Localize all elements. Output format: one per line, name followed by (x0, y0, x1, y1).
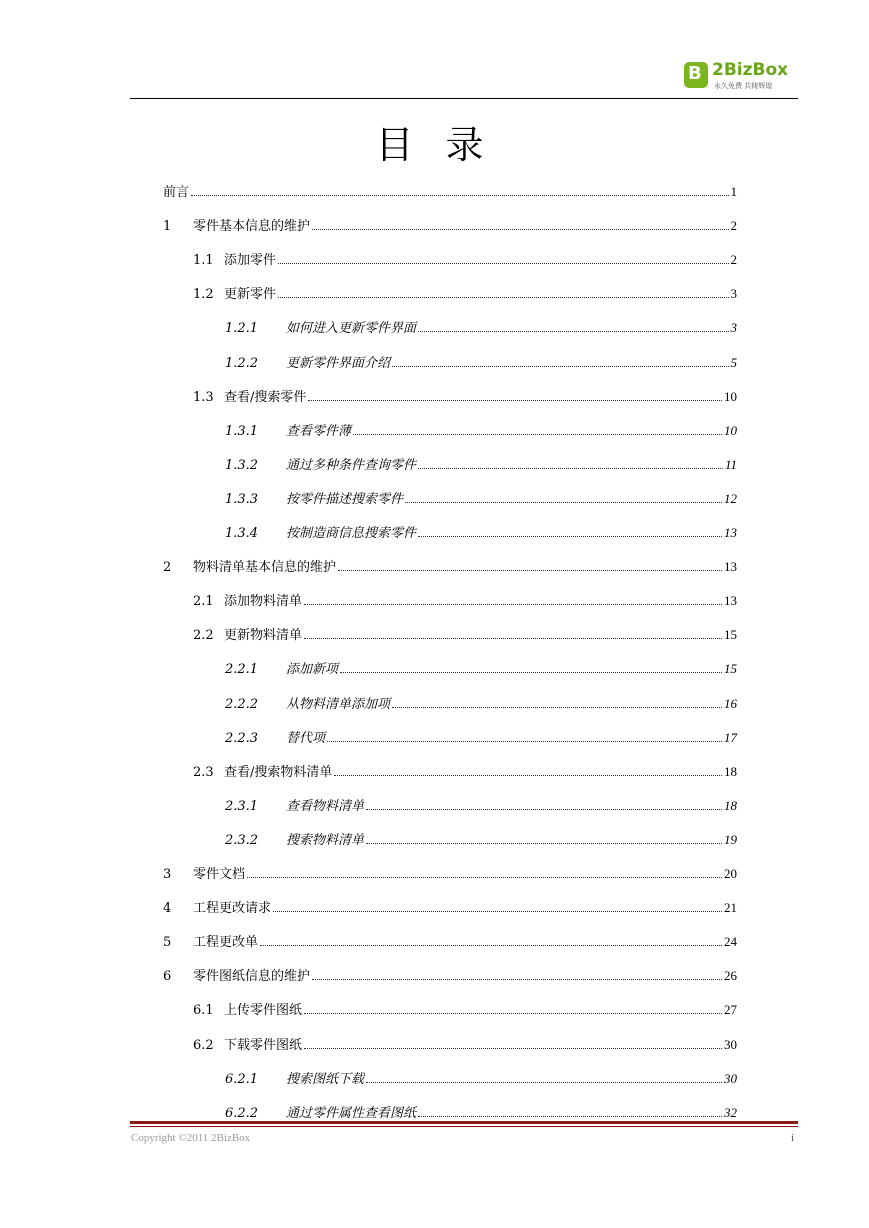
toc-entry-label: 通过零件属性查看图纸 (286, 1105, 417, 1121)
toc-dot-leader (327, 731, 722, 742)
toc-entry[interactable] (193, 624, 737, 644)
toc-entry[interactable] (225, 488, 737, 508)
toc-dot-leader (340, 662, 722, 673)
toc-dot-leader (304, 594, 722, 605)
toc-entry-number: 1 (163, 219, 172, 235)
toc-entry-page: 18 (724, 797, 737, 813)
footer-copyright: Copyright ©2011 2BizBox (131, 1132, 251, 1144)
footer-page-number: i (791, 1132, 795, 1144)
toc-dot-leader (392, 697, 722, 708)
toc-entry-page: 11 (724, 456, 737, 472)
toc-entry-label: 从物料清单添加项 (286, 696, 391, 712)
toc-entry-number: 3 (163, 867, 172, 882)
toc-entry-number: 6.2.2 (225, 1105, 259, 1121)
toc-entry-page: 15 (724, 627, 737, 643)
toc-entry-number: 2.2.2 (225, 696, 259, 712)
toc-entry-page: 13 (724, 593, 737, 609)
toc-dot-leader (418, 526, 722, 537)
toc-dot-leader (353, 424, 722, 435)
toc-entry[interactable] (225, 795, 737, 815)
toc-entry[interactable] (163, 965, 737, 985)
toc-entry-page: 17 (724, 729, 737, 745)
toc-entry-label: 搜索物料清单 (286, 832, 365, 848)
toc-entry-number: 6.2.1 (225, 1071, 259, 1087)
header-divider (130, 98, 798, 99)
toc-dot-leader (273, 901, 722, 912)
toc-entry-number: 2.3.2 (225, 832, 259, 848)
toc-entry-number: 6.2 (193, 1037, 214, 1053)
toc-entry-label: 查看物料清单 (286, 798, 365, 814)
toc-dot-leader (191, 185, 728, 196)
page-title: 目 录 (375, 123, 494, 167)
toc-dot-leader (278, 287, 728, 298)
toc-entry[interactable] (193, 283, 737, 303)
toc-dot-leader (405, 492, 722, 503)
toc-entry-number: 1.2.1 (225, 321, 259, 337)
toc-entry-number: 1.3.2 (225, 457, 259, 473)
toc-entry[interactable] (225, 317, 737, 337)
toc-entry-label: 下载零件图纸 (224, 1037, 303, 1053)
toc-entry-number: 2.1 (193, 594, 214, 610)
toc-entry-label: 物料清单基本信息的维护 (193, 560, 337, 576)
toc-entry-label: 上传零件图纸 (224, 1003, 303, 1019)
toc-dot-leader (366, 799, 722, 810)
toc-entry-page: 20 (724, 866, 737, 881)
toc-dot-leader (260, 935, 722, 946)
toc-entry-page: 10 (724, 388, 737, 404)
toc-entry-page: 30 (724, 1036, 737, 1052)
logo-name: 2BizBox (712, 60, 789, 80)
toc-entry-label: 如何进入更新零件界面 (286, 321, 417, 337)
toc-entry-number: 2.2.3 (225, 730, 259, 746)
toc-dot-leader (418, 321, 728, 332)
toc-entry[interactable] (163, 897, 737, 917)
toc-entry[interactable] (225, 352, 737, 372)
toc-entry-page: 26 (724, 968, 737, 984)
toc-entry-label: 查看零件薄 (286, 423, 352, 439)
footer-divider-thick (130, 1121, 798, 1124)
toc-entry[interactable] (163, 863, 737, 883)
toc-entry-number: 6 (163, 969, 172, 985)
logo-tagline: 永久免费 共铸辉煌 (714, 82, 773, 90)
toc-entry-page: 2 (730, 252, 737, 268)
toc-entry-label: 前言 (163, 185, 190, 200)
toc-entry-page: 18 (724, 763, 737, 779)
toc-entry[interactable] (225, 420, 737, 440)
toc-entry-page: 13 (724, 559, 737, 575)
toc-entry-number: 1.3 (193, 389, 214, 405)
toc-entry-page: 16 (724, 695, 737, 711)
toc-entry-number: 1.1 (193, 253, 214, 269)
toc-entry[interactable] (225, 693, 737, 713)
toc-entry-label: 零件文档 (193, 867, 246, 882)
toc-entry[interactable] (193, 999, 737, 1019)
toc-entry-number: 1.3.4 (225, 526, 259, 541)
toc-entry[interactable] (163, 931, 737, 951)
toc-entry-number: 1.2.2 (225, 355, 259, 371)
toc-entry[interactable] (163, 181, 737, 201)
toc-entry[interactable] (225, 727, 737, 747)
toc-entry-page: 24 (724, 934, 737, 950)
toc-dot-leader (334, 765, 722, 776)
toc-entry[interactable] (225, 1068, 737, 1088)
toc-entry-page: 21 (724, 900, 737, 916)
toc-dot-leader (392, 356, 728, 367)
toc-entry-label: 零件图纸信息的维护 (193, 969, 311, 985)
toc-entry[interactable] (193, 386, 737, 406)
toc-entry-page: 1 (730, 184, 737, 199)
toc-entry-page: 13 (724, 525, 737, 540)
toc-dot-leader (304, 1003, 722, 1014)
toc-entry-page: 27 (724, 1002, 737, 1018)
toc-entry[interactable] (193, 249, 737, 269)
toc-dot-leader (418, 458, 723, 469)
toc-entry-number: 6.1 (193, 1003, 214, 1019)
toc-entry-number: 2.3 (193, 764, 214, 780)
toc-entry-number: 1.3.1 (225, 423, 259, 439)
toc-entry[interactable] (193, 590, 737, 610)
toc-entry-label: 查看/搜索物料清单 (224, 764, 333, 780)
logo-mark-icon: B (684, 62, 708, 88)
toc-dot-leader (247, 867, 722, 878)
toc-entry-number: 2.2 (193, 628, 214, 644)
toc-entry[interactable] (225, 454, 737, 474)
toc-entry-label: 更新零件界面介绍 (286, 355, 391, 371)
toc-entry-number: 4 (163, 901, 172, 917)
toc-entry-number: 2.3.1 (225, 798, 259, 814)
toc-dot-leader (312, 219, 728, 230)
toc-entry-page: 19 (724, 831, 737, 847)
toc-entry-label: 按零件描述搜索零件 (286, 491, 404, 507)
toc-entry-label: 更新零件 (224, 287, 277, 303)
toc-entry-label: 添加新项 (286, 662, 339, 678)
toc-entry-number: 2 (163, 560, 172, 576)
toc-entry-label: 通过多种条件查询零件 (286, 457, 417, 473)
toc-entry-label: 搜索图纸下载 (286, 1071, 365, 1087)
toc-entry-label: 工程更改请求 (193, 901, 272, 917)
toc-entry-label: 按制造商信息搜索零件 (286, 526, 417, 541)
toc-entry-page: 3 (730, 320, 737, 336)
toc-entry-number: 1.2 (193, 287, 214, 303)
toc-entry-label: 更新物料清单 (224, 628, 303, 644)
footer-divider-thin (130, 1126, 798, 1127)
toc-entry-page: 30 (724, 1070, 737, 1086)
toc-entry-page: 10 (724, 422, 737, 438)
toc-dot-leader (366, 1072, 722, 1083)
toc-entry-page: 32 (724, 1104, 737, 1120)
toc-entry-label: 替代项 (286, 730, 326, 746)
toc-entry-page: 5 (730, 354, 737, 370)
toc-dot-leader (278, 253, 728, 264)
toc-entry-label: 添加零件 (224, 253, 277, 269)
toc-dot-leader (418, 1106, 722, 1117)
toc-entry-label: 查看/搜索零件 (224, 389, 307, 405)
toc-dot-leader (308, 390, 722, 401)
toc-entry-page: 15 (724, 661, 737, 677)
toc-entry[interactable] (193, 1034, 737, 1054)
toc-entry[interactable] (225, 1102, 737, 1122)
brand-logo (684, 60, 800, 92)
toc-entry-page: 2 (730, 218, 737, 234)
toc-entry-page: 12 (724, 490, 737, 506)
toc-dot-leader (366, 833, 722, 844)
toc-entry-label: 工程更改单 (193, 935, 259, 951)
toc-entry[interactable] (225, 522, 737, 542)
toc-entry[interactable] (193, 761, 737, 781)
toc-entry[interactable] (163, 556, 737, 576)
toc-entry[interactable] (163, 215, 737, 235)
toc-entry[interactable] (225, 829, 737, 849)
toc-entry-number: 2.2.1 (225, 662, 259, 678)
toc-entry-label: 零件基本信息的维护 (193, 219, 311, 235)
toc-entry-label: 添加物料清单 (224, 594, 303, 610)
toc-dot-leader (338, 560, 722, 571)
toc-entry-number: 1.3.3 (225, 491, 259, 507)
toc-entry-page: 3 (730, 286, 737, 302)
toc-entry[interactable] (225, 658, 737, 678)
toc-dot-leader (304, 628, 722, 639)
toc-dot-leader (312, 969, 722, 980)
toc-dot-leader (304, 1038, 722, 1049)
toc-entry-number: 5 (163, 935, 172, 951)
